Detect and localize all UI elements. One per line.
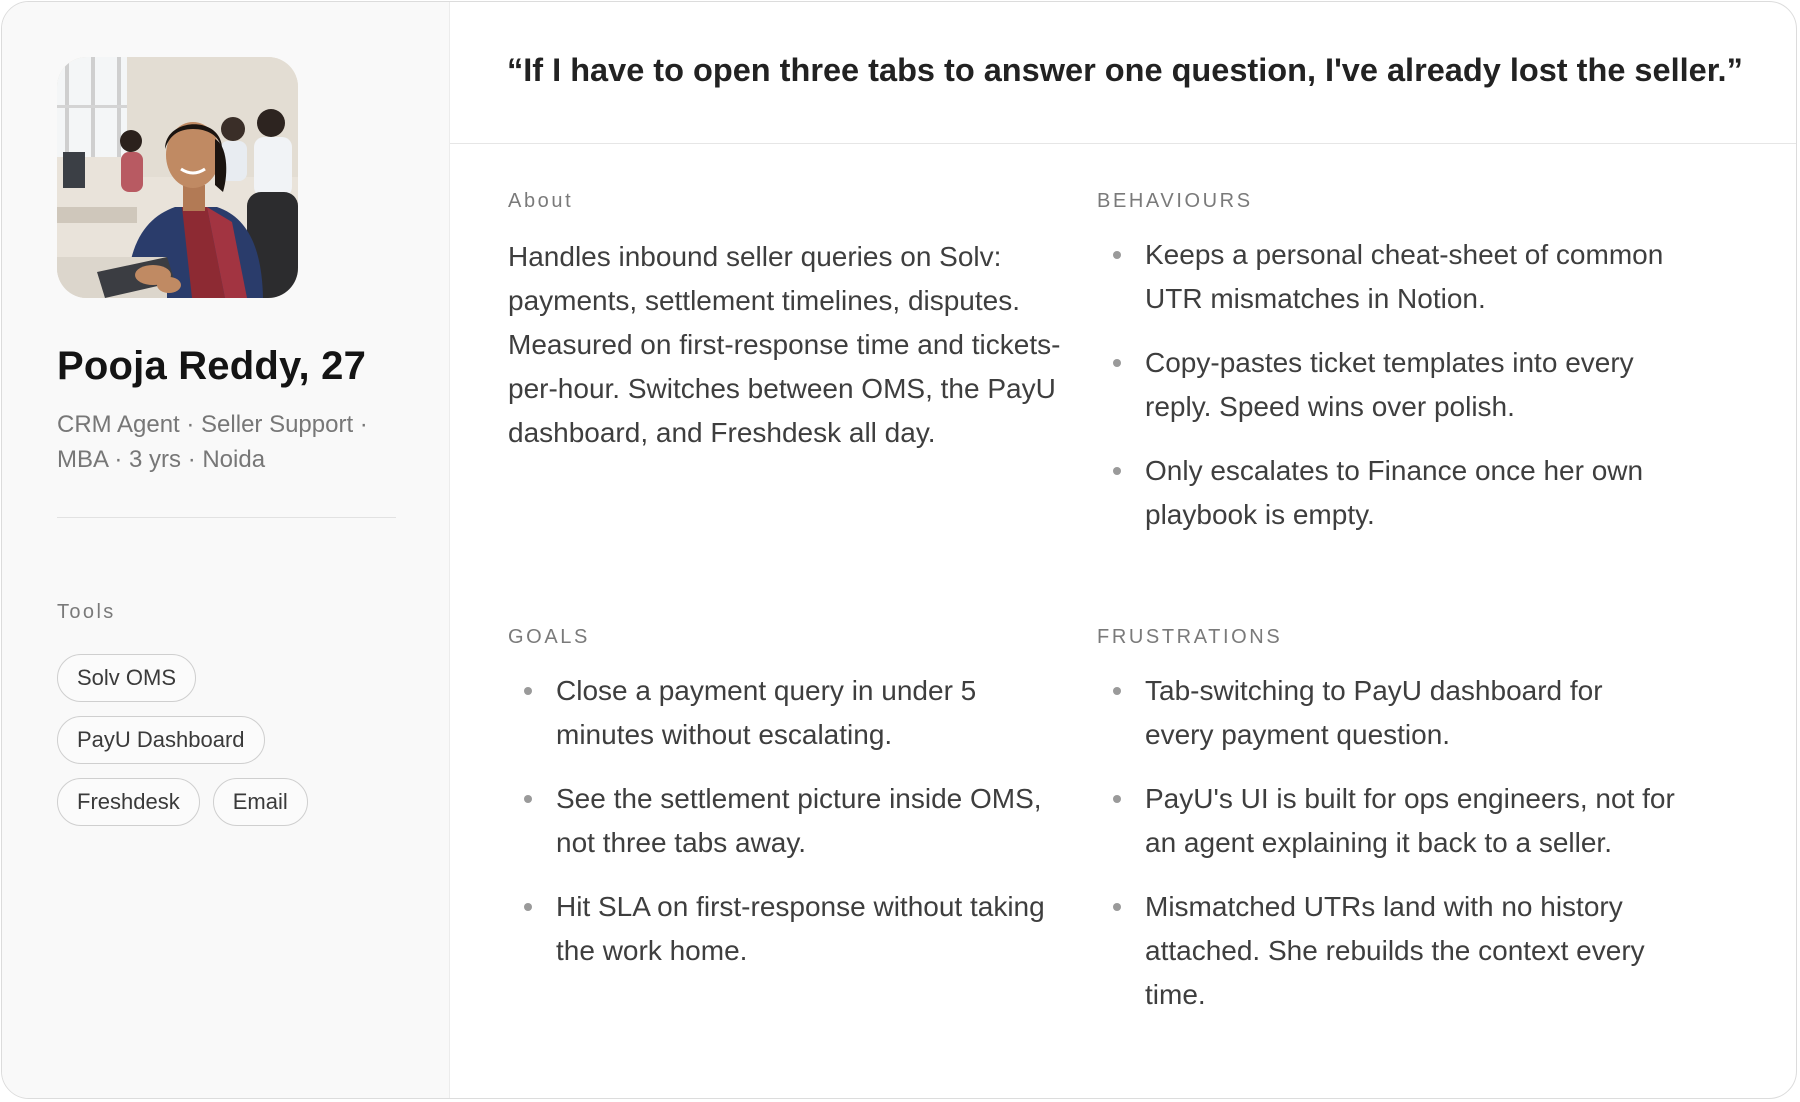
persona-role: CRM Agent · Seller Support · MBA · 3 yrs · Noida xyxy=(57,411,368,473)
goals-title: GOALS xyxy=(508,626,590,648)
frustrations-title: FRUSTRATIONS xyxy=(1097,626,1283,648)
tool-chip-freshdesk: Freshdesk xyxy=(57,778,200,826)
about-title: About xyxy=(508,190,574,212)
tool-chip-solv-oms: Solv OMS xyxy=(57,654,196,702)
list-item: Only escalates to Finance once her own playbook is empty. xyxy=(1097,449,1677,537)
frustrations-section xyxy=(1097,626,1677,1037)
list-item: Tab-switching to PayU dashboard for every payment question. xyxy=(1097,669,1677,757)
list-item: Keeps a personal cheat-sheet of common UTR mismatches in Notion. xyxy=(1097,233,1677,321)
persona-card xyxy=(1,1,1797,1099)
sidebar-divider xyxy=(57,517,396,518)
behaviours-title: BEHAVIOURS xyxy=(1097,190,1253,212)
tools-label: Tools xyxy=(57,601,116,623)
about-text: Handles inbound seller queries on Solv: payments, settlement timelines, disputes. Measured on first-response time and tickets-per-hour. Switches between OMS, the PayU dashboard, and Freshdesk all day. xyxy=(508,241,1061,448)
goals-section xyxy=(508,626,1048,993)
persona-sidebar xyxy=(2,2,450,1098)
persona-details xyxy=(450,2,1796,1098)
list-item: PayU's UI is built for ops engineers, not for an agent explaining it back to a seller. xyxy=(1097,777,1677,865)
behaviours-list xyxy=(1097,233,1677,537)
tool-chip-email: Email xyxy=(213,778,308,826)
goals-list xyxy=(508,669,1048,973)
list-item: Copy-pastes ticket templates into every reply. Speed wins over polish. xyxy=(1097,341,1677,429)
behaviours-section xyxy=(1097,190,1677,557)
persona-name: Pooja Reddy, 27 xyxy=(57,344,367,388)
persona-photo xyxy=(57,57,298,298)
tools-chip-list xyxy=(57,654,417,826)
list-item: Close a payment query in under 5 minutes without escalating. xyxy=(508,669,1048,757)
frustrations-list xyxy=(1097,669,1677,1017)
about-section xyxy=(508,190,1078,455)
quote-bar xyxy=(450,2,1796,144)
tool-chip-payu-dashboard: PayU Dashboard xyxy=(57,716,265,764)
list-item: See the settlement picture inside OMS, not three tabs away. xyxy=(508,777,1048,865)
persona-quote: “If I have to open three tabs to answer one question, I've already lost the seller.” xyxy=(507,52,1743,88)
list-item: Hit SLA on first-response without taking the work home. xyxy=(508,885,1048,973)
list-item: Mismatched UTRs land with no history attached. She rebuilds the context every time. xyxy=(1097,885,1677,1017)
